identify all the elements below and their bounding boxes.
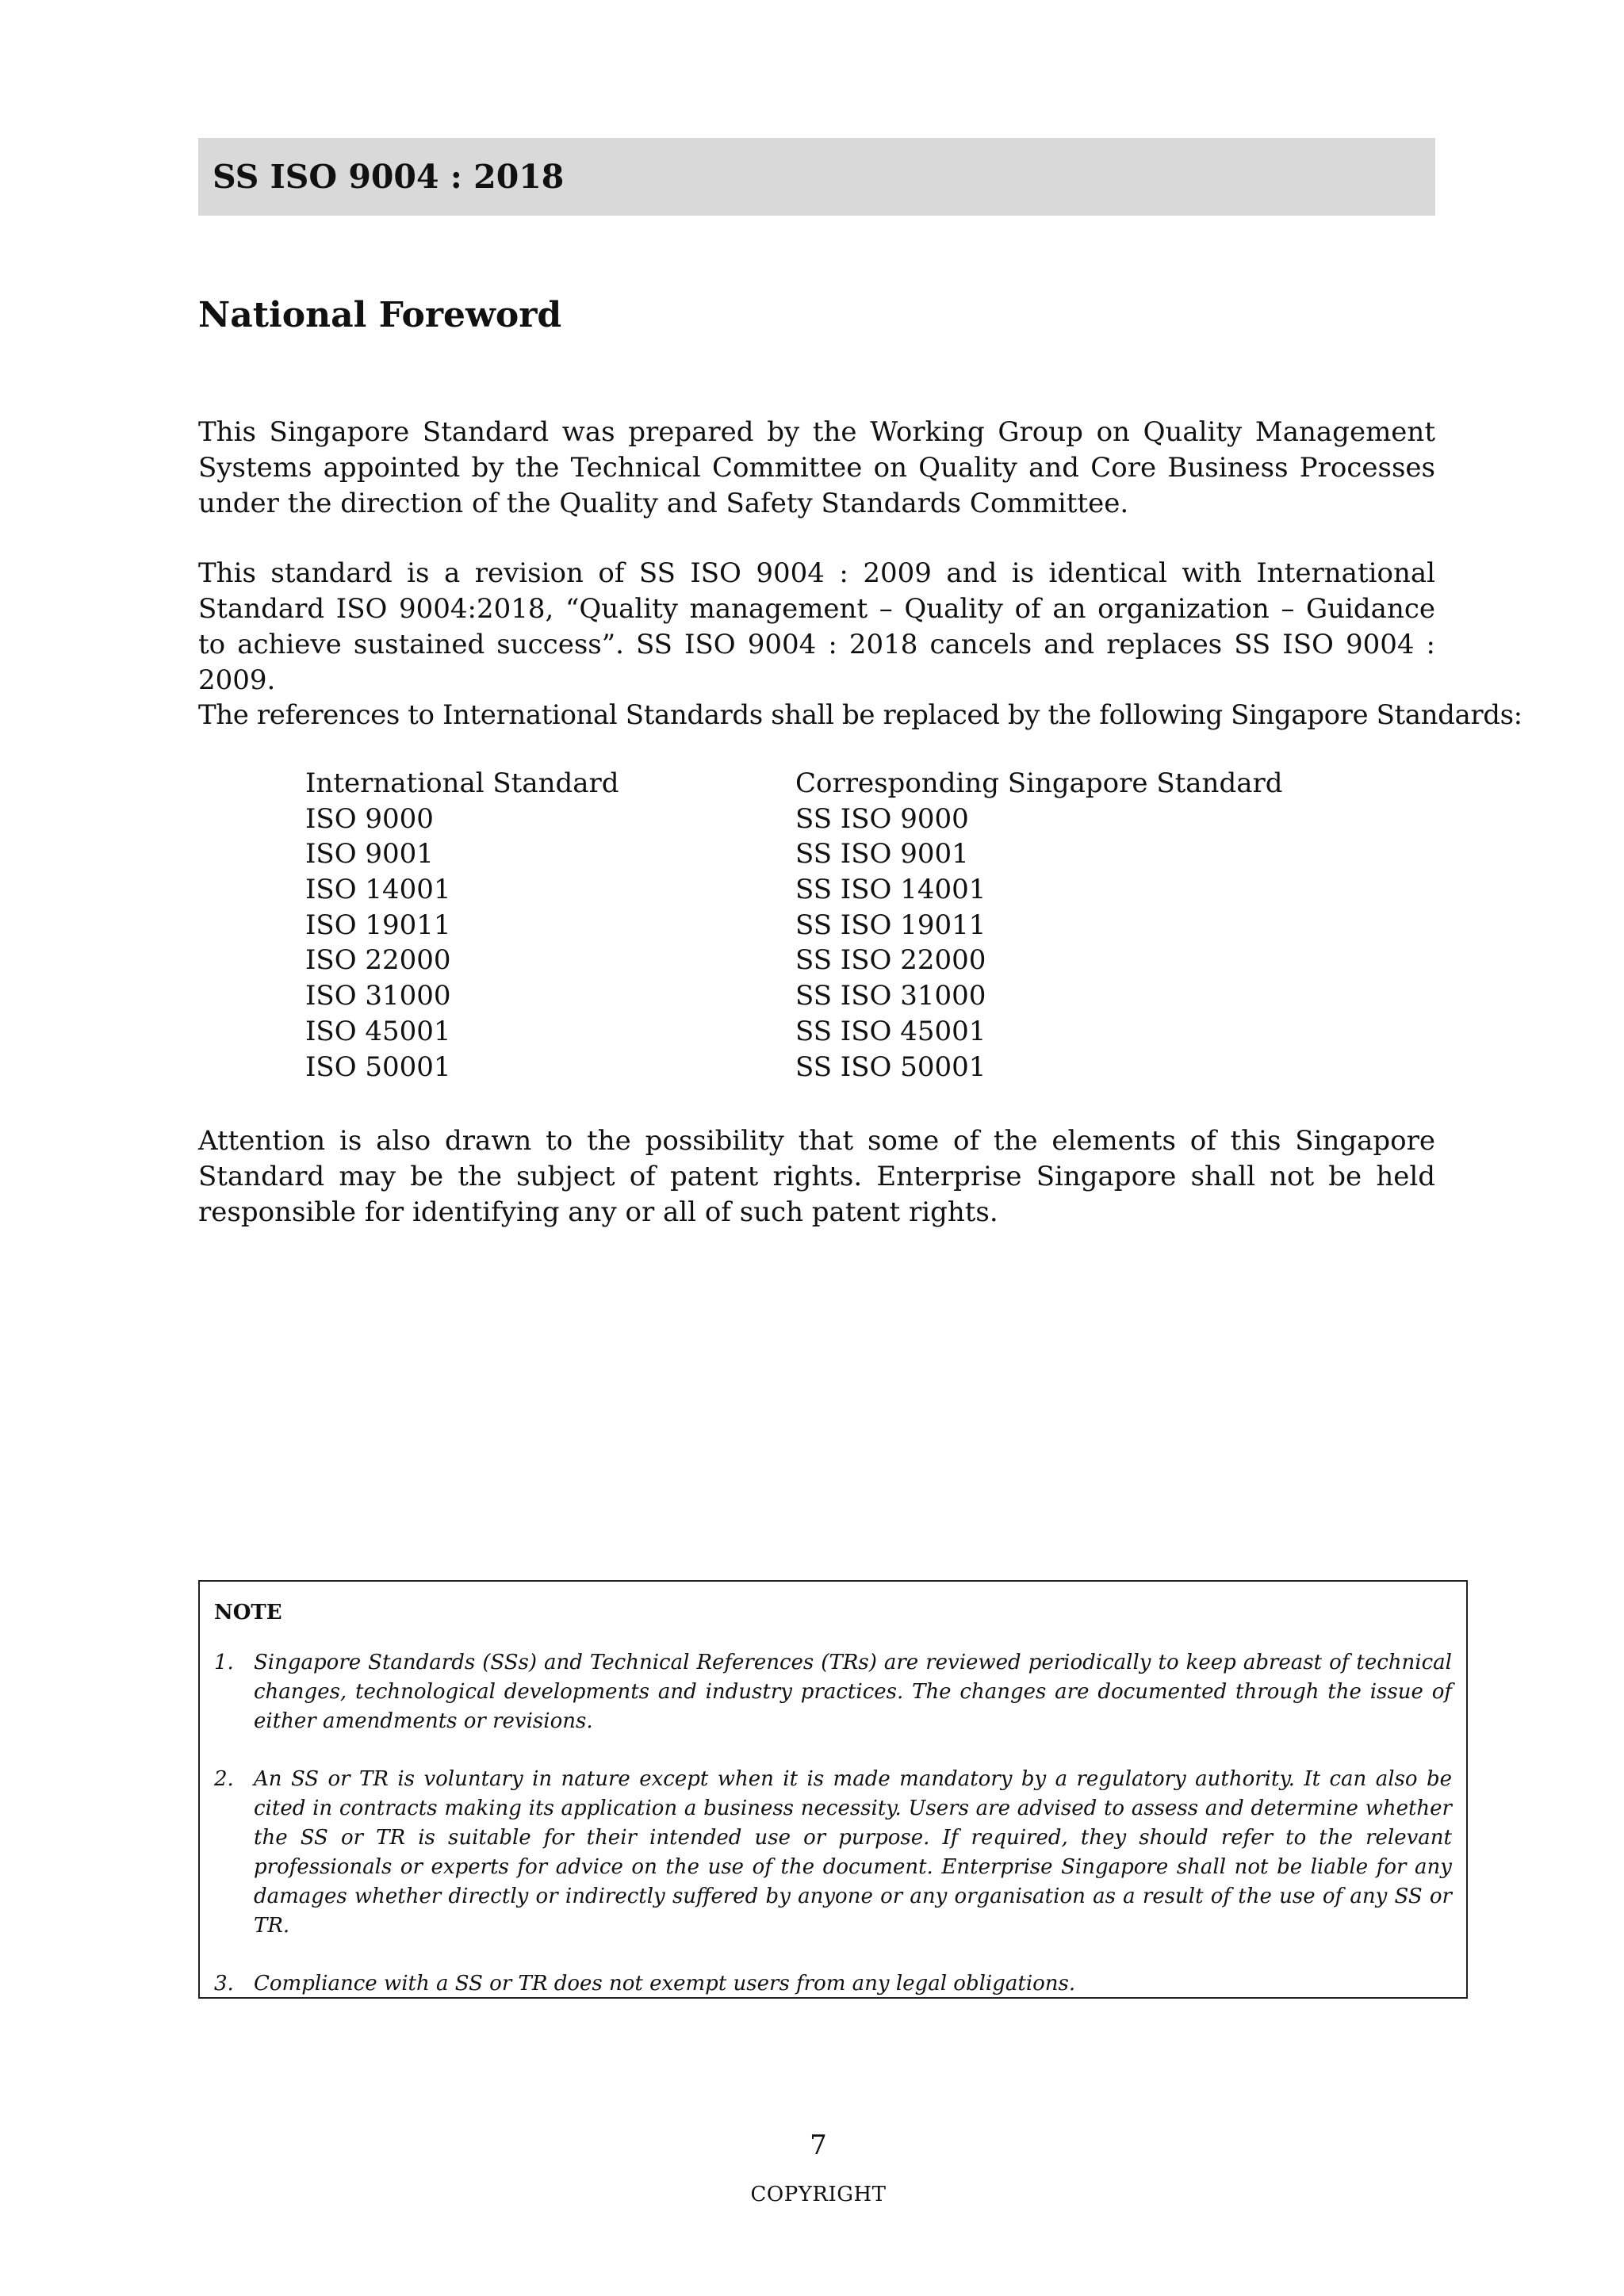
singapore-standard-cell: SS ISO 14001 <box>795 874 986 906</box>
singapore-standard-cell: SS ISO 9001 <box>795 838 969 871</box>
column-header-international: International Standard <box>305 767 619 799</box>
note-title: NOTE <box>214 1601 282 1624</box>
page-number: 7 <box>810 2130 827 2161</box>
note-item-text: Singapore Standards (SSs) and Technical References (TRs) are reviewed periodically to keep abreast of technical changes, technological developments and industry practices. The changes are documented through the issue of either amendments or revisions. <box>254 1651 1452 1733</box>
international-standard-cell: ISO 22000 <box>305 944 451 977</box>
paragraph-revision: This standard is a revision of SS ISO 9004 : 2009 and is identical with International Standard ISO 9004:2018, “Quality management – Quality of an organization – Guidance to achieve sustained success”. SS ISO 9004 : 2018 cancels and replaces SS ISO 9004 : 2009. <box>198 557 1435 696</box>
table-row <box>305 980 1283 1016</box>
paragraph-references-intro: The references to International Standards shall be replaced by the following Singapore Standards: <box>198 699 1522 731</box>
international-standard-cell: ISO 14001 <box>305 874 451 906</box>
international-standard-cell: ISO 9000 <box>305 802 434 835</box>
table-row <box>305 944 1283 980</box>
table-row <box>305 1016 1283 1051</box>
reference-table-header-row <box>305 767 1283 803</box>
reference-table <box>305 767 1283 1086</box>
singapore-standard-cell: SS ISO 31000 <box>795 980 986 1012</box>
table-row <box>305 803 1283 839</box>
singapore-standard-cell: SS ISO 22000 <box>795 944 986 977</box>
copyright-notice: COPYRIGHT <box>750 2183 887 2206</box>
note-item <box>214 1969 1452 1999</box>
paragraph-patent-rights: Attention is also drawn to the possibility that some of the elements of this Singapore Standard may be the subject of patent rights. Enterprise Singapore shall not be held responsible for identifying any or all of such patent rights. <box>198 1125 1435 1228</box>
column-header-singapore: Corresponding Singapore Standard <box>795 767 1283 799</box>
note-item-text: Compliance with a SS or TR does not exempt users from any legal obligations. <box>254 1972 1076 1996</box>
note-item <box>214 1765 1452 1941</box>
document-id-title: SS ISO 9004 : 2018 <box>213 158 565 196</box>
note-box <box>198 1580 1468 1999</box>
singapore-standard-cell: SS ISO 9000 <box>795 802 969 835</box>
note-item-number: 3. <box>214 1972 234 1996</box>
international-standard-cell: ISO 9001 <box>305 838 434 871</box>
section-title: National Foreword <box>198 295 562 335</box>
note-item-number: 2. <box>214 1767 234 1791</box>
document-header-bar <box>198 138 1435 216</box>
note-item-text: An SS or TR is voluntary in nature except when it is made mandatory by a regulatory authority. It can also be cited in contracts making its application a business necessity. Users are advised to assess and determine whether the SS or TR is suitable for their intended use or purpose. If required, they should refer to the relevant professionals or experts for advice on the use of the document. Enterprise Singapore shall not be liable for any damages whether directly or indirectly suffered by anyone or any organisation as a result of the use of any SS or TR. <box>254 1767 1452 1938</box>
international-standard-cell: ISO 45001 <box>305 1015 451 1047</box>
table-row <box>305 909 1283 945</box>
table-row <box>305 874 1283 909</box>
note-item <box>214 1648 1452 1736</box>
international-standard-cell: ISO 50001 <box>305 1050 451 1083</box>
table-row <box>305 1051 1283 1087</box>
table-row <box>305 838 1283 874</box>
note-list <box>214 1648 1452 1999</box>
singapore-standard-cell: SS ISO 19011 <box>795 909 986 941</box>
singapore-standard-cell: SS ISO 45001 <box>795 1015 986 1047</box>
paragraph-preparation: This Singapore Standard was prepared by the Working Group on Quality Management Systems appointed by the Technical Committee on Quality and Core Business Processes under the direction of the Quality and Safety Standards Committee. <box>198 416 1435 519</box>
singapore-standard-cell: SS ISO 50001 <box>795 1050 986 1083</box>
international-standard-cell: ISO 31000 <box>305 980 451 1012</box>
international-standard-cell: ISO 19011 <box>305 909 451 941</box>
note-item-number: 1. <box>214 1651 234 1674</box>
